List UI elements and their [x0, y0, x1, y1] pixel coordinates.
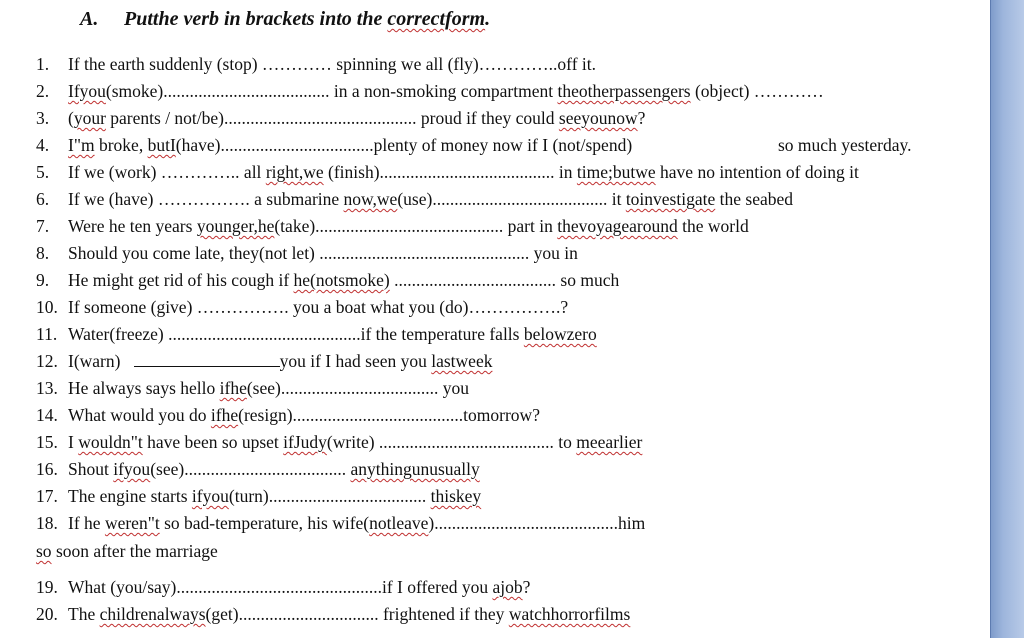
exercise-item: [36, 107, 645, 129]
item-text: (have)...................................plenty of money now if I (not/spend): [175, 135, 633, 155]
item-text: (get)................................ frightened if they: [205, 604, 509, 624]
item-number: 4.: [36, 135, 50, 155]
item-text: What (you/say)...............................................if I offered you: [68, 577, 493, 597]
spellcheck-word: butI: [147, 135, 176, 155]
exercise-item: [36, 269, 619, 291]
exercise-heading: [80, 8, 490, 31]
item-number: 5.: [36, 162, 50, 182]
spellcheck-word: ifyou: [113, 459, 151, 479]
exercise-item: [36, 134, 632, 156]
exercise-item: [36, 576, 530, 598]
spellcheck-word: your: [73, 108, 106, 128]
item-number: 10.: [36, 297, 58, 317]
item-text: )..........................................him: [428, 513, 646, 533]
item-text: (: [68, 108, 74, 128]
item-text: ?: [522, 577, 531, 597]
exercise-item: [36, 215, 749, 237]
item-text-aside: so much yesterday.: [778, 135, 912, 155]
title-part: correctform: [387, 8, 486, 30]
item-text: you if I had seen you: [279, 351, 432, 371]
exercise-item: [36, 53, 596, 75]
exercise-item: [36, 242, 578, 264]
spellcheck-word: ifhe: [210, 405, 239, 425]
exercise-item: [36, 404, 540, 426]
spellcheck-word: time;butwe: [576, 162, 656, 182]
spellcheck-word: now,we: [343, 189, 398, 209]
exercise-item: [36, 485, 481, 507]
item-number: 13.: [36, 378, 58, 398]
spellcheck-word: thiskey: [430, 486, 482, 506]
title-part: Putthe verb in brackets into the: [124, 8, 388, 30]
item-text: have no intention of doing it: [655, 162, 859, 182]
spellcheck-word: ifJudy: [283, 432, 327, 452]
item-text: (write) ........................................ to: [326, 432, 577, 452]
item-text: If we (work) ………….. all: [68, 162, 266, 182]
item-number: 6.: [36, 189, 50, 209]
item-number: 3.: [36, 108, 50, 128]
item-number: 11.: [36, 324, 58, 344]
spellcheck-word: childrenalways: [99, 604, 206, 624]
item-text: the seabed: [715, 189, 793, 209]
item-number: 16.: [36, 459, 58, 479]
spellcheck-word: seeyounow: [558, 108, 638, 128]
spellcheck-word: watchhorrorfilms: [508, 604, 631, 624]
window-edge: [990, 0, 1024, 638]
item-text: I(warn): [68, 351, 121, 371]
item-number: 1.: [36, 54, 50, 74]
item-text: so bad-temperature, his wife(: [159, 513, 370, 533]
item-text: The engine starts: [68, 486, 192, 506]
item-text: If someone (give) ……………. you a boat what you (do)…………….?: [68, 297, 569, 317]
spellcheck-word: younger,he: [196, 216, 275, 236]
exercise-item: [36, 603, 630, 625]
item-text: (turn)....................................: [228, 486, 431, 506]
item-number: 20.: [36, 604, 58, 624]
item-text: If he: [68, 513, 105, 533]
item-text: parents / not/be)............................................ proud if they could: [105, 108, 559, 128]
spellcheck-word: he(notsmoke): [293, 270, 390, 290]
spellcheck-word: ifhe: [219, 378, 247, 398]
spellcheck-word: so: [36, 541, 52, 561]
item-text: Water(freeze) ............................................if the temperature falls: [68, 324, 524, 344]
item-number: 14.: [36, 405, 58, 425]
answer-blank: [134, 351, 280, 367]
item-text: (object) …………: [690, 81, 824, 101]
item-number: 18.: [36, 513, 58, 533]
item-text: (finish)........................................ in: [323, 162, 577, 182]
item-text: broke,: [94, 135, 148, 155]
item-text: (see).....................................: [150, 459, 351, 479]
exercise-item: [36, 350, 492, 372]
spellcheck-word: toinvestigate: [625, 189, 716, 209]
item-number: 9.: [36, 270, 50, 290]
item-text: (resign).......................................tomorrow?: [238, 405, 540, 425]
spellcheck-word: belowzero: [523, 324, 597, 344]
item-number: 12.: [36, 351, 58, 371]
exercise-item: [36, 540, 218, 562]
item-text: I: [68, 432, 79, 452]
spellcheck-word: anythingunusually: [350, 459, 480, 479]
item-text: have been so upset: [142, 432, 284, 452]
spellcheck-word: weren"t: [104, 513, 160, 533]
spellcheck-word: thevoyagearound: [557, 216, 678, 236]
item-number: 2.: [36, 81, 50, 101]
item-text: Should you come late, they(not let) ................................................ you in: [68, 243, 578, 263]
spellcheck-word: right,we: [265, 162, 324, 182]
exercise-item: [36, 431, 642, 453]
spellcheck-word: notleave: [369, 513, 429, 533]
item-text: ?: [637, 108, 646, 128]
spellcheck-word: ifyou: [191, 486, 229, 506]
item-text: Shout: [68, 459, 114, 479]
item-number: 19.: [36, 577, 58, 597]
item-number: 8.: [36, 243, 50, 263]
item-text: If the earth suddenly (stop) ………… spinning we all (fly)…………..off it.: [68, 54, 596, 74]
spellcheck-word: wouldn"t: [78, 432, 143, 452]
item-text: soon after the marriage: [51, 541, 218, 561]
item-number: 15.: [36, 432, 58, 452]
item-text: He always says hello: [68, 378, 220, 398]
item-text: The: [68, 604, 100, 624]
exercise-item: [36, 323, 597, 345]
exercise-item: [36, 458, 480, 480]
spellcheck-word: ajob: [492, 577, 523, 597]
item-text: He might get rid of his cough if: [68, 270, 294, 290]
exercise-item: [36, 188, 793, 210]
exercise-item: [36, 296, 568, 318]
item-text: the world: [677, 216, 749, 236]
spellcheck-word: lastweek: [431, 351, 493, 371]
exercise-item: [36, 161, 859, 183]
exercise-label: A.: [80, 8, 99, 30]
item-number: 7.: [36, 216, 50, 236]
exercise-item: [36, 512, 645, 534]
item-number: 17.: [36, 486, 58, 506]
item-text: ..................................... so much: [389, 270, 620, 290]
item-text: (use)........................................ it: [397, 189, 626, 209]
spellcheck-word: Ifyou: [68, 81, 106, 101]
item-text: (see).................................... you: [246, 378, 469, 398]
exercise-item: [36, 377, 469, 399]
item-text: (take)........................................... part in: [274, 216, 558, 236]
item-text: Were he ten years: [68, 216, 197, 236]
spellcheck-word: meearlier: [576, 432, 643, 452]
spellcheck-word: I"m: [68, 135, 95, 155]
title-part: .: [485, 8, 491, 30]
spellcheck-word: theotherpassengers: [557, 81, 691, 101]
item-text: What would you do: [68, 405, 211, 425]
item-text: (smoke)...................................... in a non-smoking compartment: [105, 81, 558, 101]
item-text: If we (have) ……………. a submarine: [68, 189, 344, 209]
exercise-item: [36, 80, 824, 102]
